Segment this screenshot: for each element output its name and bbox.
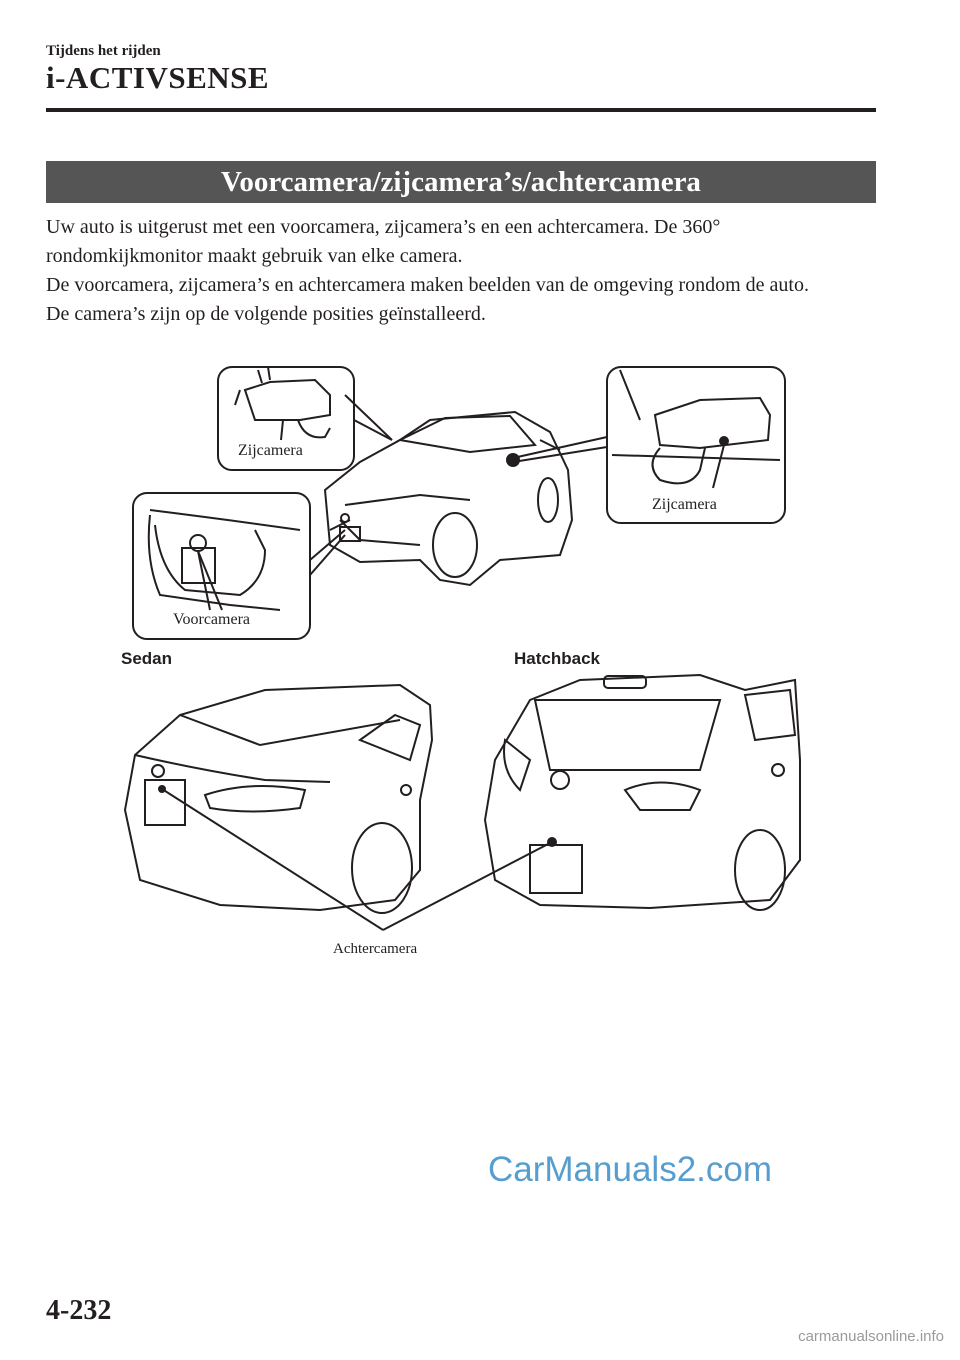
- front-car-drawing: [325, 412, 572, 585]
- leader-line-hatchback: [383, 842, 552, 930]
- label-front-camera: Voorcamera: [173, 611, 250, 628]
- label-hatchback: Hatchback: [514, 649, 600, 668]
- paragraph-3: De camera’s zijn op de volgende posities geïnstalleerd.: [46, 303, 486, 325]
- body-text: [46, 213, 876, 329]
- section-label: Tijdens het rijden: [46, 43, 161, 59]
- section-banner: Voorcamera/zijcamera’s/achtercamera: [46, 161, 876, 203]
- sedan-rear-drawing: [125, 685, 432, 913]
- page-number: 4-232: [46, 1295, 112, 1326]
- label-side-camera-left: Zijcamera: [238, 442, 303, 459]
- label-rear-camera: Achtercamera: [333, 941, 418, 957]
- callout-side-camera-right: [513, 367, 785, 523]
- hatchback-rear-drawing: [485, 675, 800, 910]
- footer-site: carmanualsonline.info: [798, 1328, 944, 1345]
- header-rule: [46, 108, 876, 112]
- paragraph-1: Uw auto is uitgerust met een voorcamera, zijcamera’s en een achtercamera. De 360° rondomkijkmonitor maakt gebruik van elke camera.: [46, 216, 721, 267]
- chapter-title: i-ACTIVSENSE: [46, 60, 270, 95]
- camera-location-illustration: [0, 355, 960, 965]
- label-side-camera-right: Zijcamera: [652, 496, 717, 513]
- paragraph-2: De voorcamera, zijcamera’s en achtercamera maken beelden van de omgeving rondom de auto.: [46, 274, 809, 296]
- label-sedan: Sedan: [121, 649, 173, 668]
- watermark: CarManuals2.com: [488, 1150, 772, 1189]
